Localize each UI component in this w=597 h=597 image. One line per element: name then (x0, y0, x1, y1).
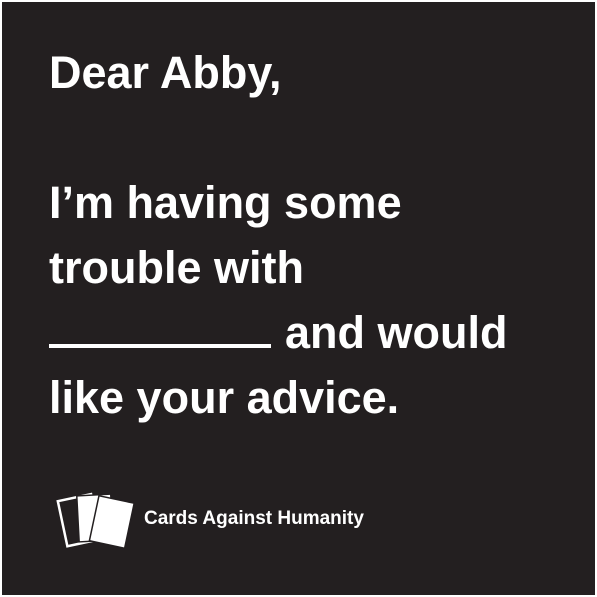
prompt-spacer (49, 105, 579, 170)
prompt-line-4 (49, 300, 579, 365)
brand-name: Cards Against Humanity (144, 508, 364, 529)
fill-in-blank (49, 344, 271, 348)
brand-footer (50, 490, 364, 548)
prompt-line-5: like your advice. (49, 372, 400, 423)
prompt-line-2: I’m having some (49, 177, 402, 228)
prompt-line-3: trouble with (49, 242, 304, 293)
prompt-line-4-text: and would (285, 307, 508, 358)
black-card (2, 2, 595, 595)
prompt-line-greeting: Dear Abby, (49, 47, 282, 98)
stacked-cards-icon (50, 489, 138, 549)
card-prompt (49, 40, 579, 430)
